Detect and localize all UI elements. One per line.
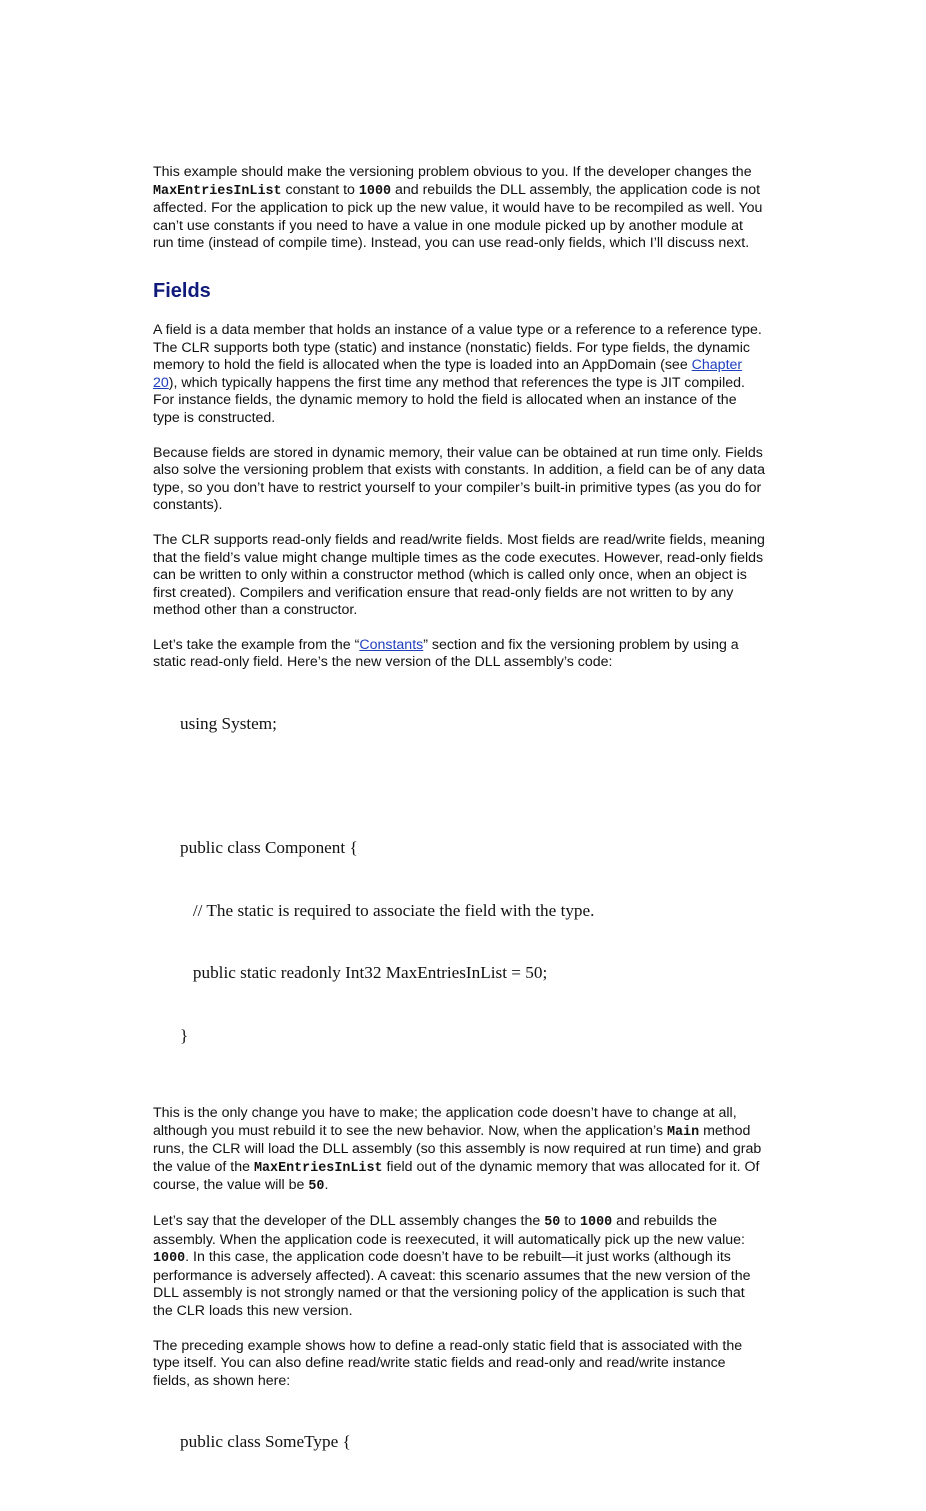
inline-code-maxentries: MaxEntriesInList: [153, 183, 282, 199]
code-line: public static readonly Int32 MaxEntriesInList = 50;: [180, 963, 548, 983]
code-line: // The static is required to associate the field with the type.: [180, 900, 595, 920]
code-block-component: [180, 672, 765, 1088]
section-heading-fields: Fields: [153, 279, 211, 302]
inline-code-50: 50: [544, 1214, 561, 1230]
constants-link[interactable]: Constants: [359, 636, 424, 653]
code-line: public class SomeType {: [180, 1431, 351, 1451]
paragraph-preceding-example: The preceding example shows how to define a read-only static field that is associated with the type itself. You can also define read/write static fields and read-only and read/write instance fields, as shown here:: [153, 1337, 743, 1389]
code-line: [180, 776, 765, 797]
inline-code-1000: 1000: [580, 1214, 613, 1230]
paragraph-dynamic-memory: Because fields are stored in dynamic memory, their value can be obtained at run time only. Fields also solve the versioning problem that exists with constants. In addition, a field can be of any data type, so you don’t have to restrict yourself to your compiler’s built-in primitive types (as you do for constants).: [153, 444, 765, 514]
paragraph-field-definition: A field is a data member that holds an instance of a value type or a reference to a reference type. The CLR supports both type (static) and instance (nonstatic) fields. For type fields, the dynamic memory to hold the field is allocated when the type is loaded into an AppDomain (see Chapter 20), which typically happens the first time any method that references the type is JIT compiled. For instance fields, the dynamic memory to hold the field is allocated when an instance of the type is constructed.: [153, 321, 762, 426]
paragraph-readonly-fields: The CLR supports read-only fields and read/write fields. Most fields are read/write fields, meaning that the field’s value might change multiple times as the code executes. However, read-only fields can be written to only within a constructor method (which is called only once, when an object is first created). Compilers and verification ensure that read-only fields are not written to by any method other than a constructor.: [153, 531, 765, 619]
inline-code-maxentries: MaxEntriesInList: [253, 1160, 383, 1176]
inline-code-1000: 1000: [153, 1251, 186, 1267]
paragraph-versioning-intro: This example should make the versioning problem obvious to you. If the developer changes the MaxEntriesInList constant to 1000 and rebuilds the DLL assembly, the application code is not affected. For the application to pick up the new value, it would have to be recompiled as well. You can’t use constants if you need to have a value in one module picked up by another module at run time (instead of compile time). Instead, you can use read-only fields, which I’ll discuss next.: [153, 164, 763, 252]
paragraph-constants-example: Let’s take the example from the “Constants” section and fix the versioning problem by using a static read-only field. Here’s the new version of the DLL assembly’s code:: [153, 636, 739, 671]
code-block-sometype: [180, 1390, 765, 1494]
chapter-20-link[interactable]: Chapter 20: [153, 357, 743, 391]
inline-code-main: Main: [666, 1124, 700, 1140]
code-line: public class Component {: [180, 838, 358, 858]
paragraph-developer-changes: Let’s say that the developer of the DLL assembly changes the 50 to 1000 and rebuilds the assembly. When the application code is reexecuted, it will automatically pick up the new value: 1000. In this case, the application code doesn’t have to be rebuilt—it just works (although its performance is adversely affected). A caveat: this scenario assumes that the new version of the DLL assembly is not strongly named or that the versioning policy of the application is such that the CLR loads this new version.: [153, 1212, 751, 1319]
code-line: }: [180, 1025, 189, 1045]
inline-code-50: 50: [308, 1179, 325, 1195]
inline-code-1000: 1000: [358, 183, 392, 199]
paragraph-only-change: This is the only change you have to make; the application code doesn’t have to change at all, although you must rebuild it to see the new behavior. Now, when the application’s Main method runs, the CLR will load the DLL assembly (so this assembly is now required at run time) and grab the value of the MaxEntriesInList field out of the dynamic memory that was allocated for it. Of course, the value will be 50.: [153, 1105, 762, 1195]
code-line: using System;: [180, 713, 277, 733]
